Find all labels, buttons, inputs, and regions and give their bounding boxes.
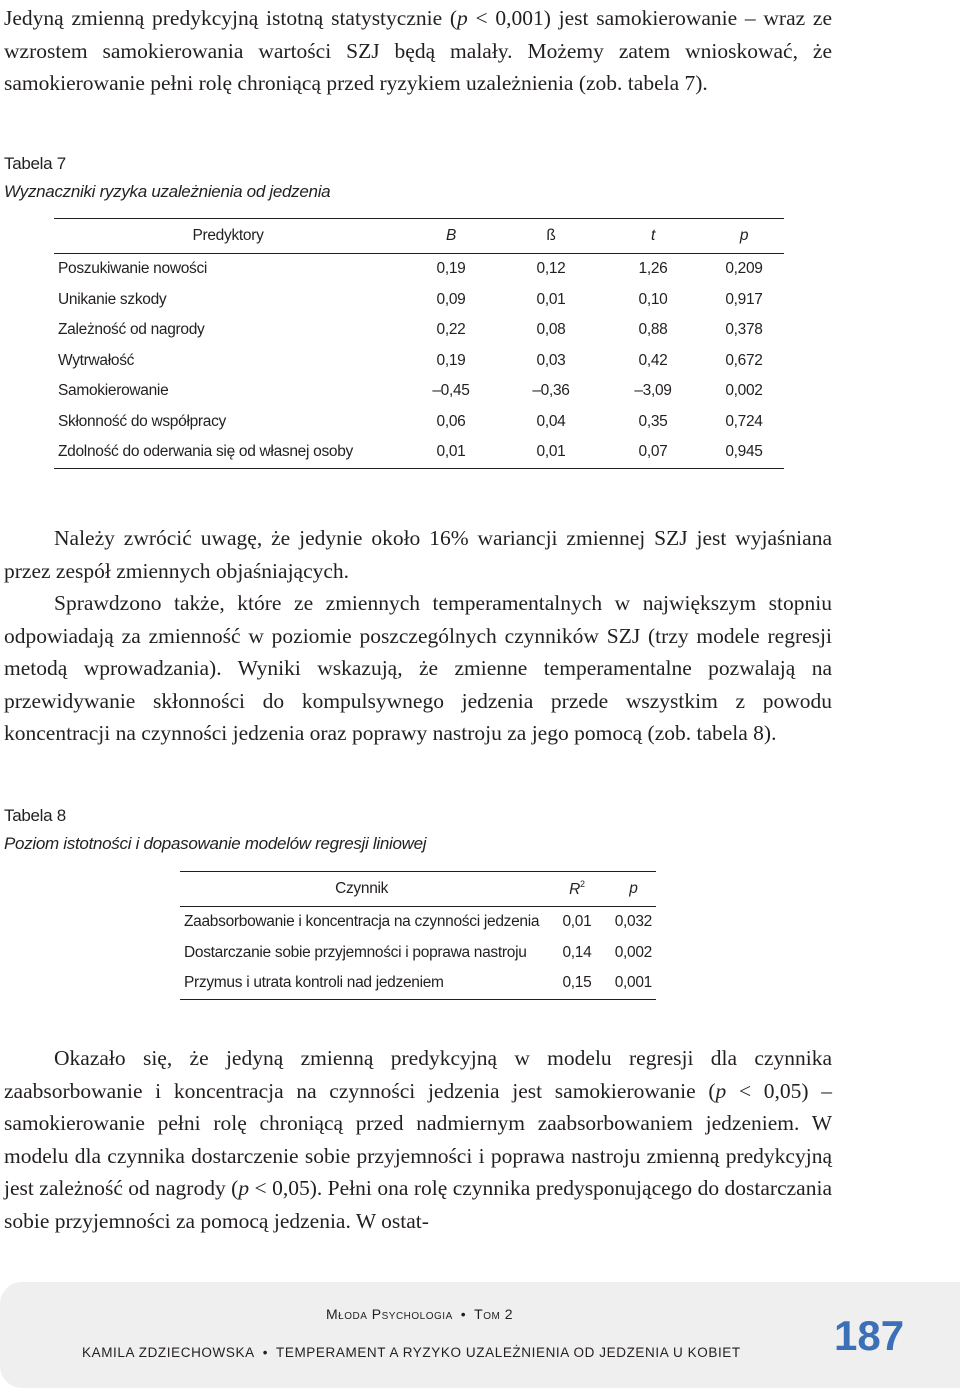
- footer-band: [0, 1282, 960, 1388]
- table8-label: Tabela 8: [4, 806, 66, 825]
- paragraph-3: Sprawdzono także, które ze zmiennych temperamentalnych w największym stopniu odpowiadają za zmienność w poziomie poszczególnych czynników SZJ (trzy modele regresji metodą wprowadzania). Wyniki wskazują, że zmienne temperamentalne pozwalają na przewidywanie skłonności do kompulsywnego jedzenia przede wszystkim z powodu koncentracji na czynności jedzenia oraz poprawy nastroju za jego pomocą (zob. tabela 8).: [4, 591, 832, 745]
- article-title: TEMPERAMENT A RYZYKO UZALEŻNIENIA OD JEDZENIA U KOBIET: [276, 1345, 741, 1360]
- journal-name: Młoda Psychologia: [326, 1306, 453, 1322]
- bullet-separator: •: [262, 1345, 269, 1360]
- table8-header-factor: Czynnik: [180, 872, 543, 907]
- table7-header-t: t: [602, 219, 704, 254]
- table8-header-row: [180, 872, 656, 907]
- paragraph-2: Należy zwrócić uwagę, że jedynie około 16% wariancji zmiennej SZJ jest wyjaśniana przez zespół zmiennych objaśniających.: [4, 526, 832, 583]
- table7-header-row: [54, 219, 784, 254]
- table7-header-beta: ß: [500, 219, 602, 254]
- table-7: [54, 218, 784, 469]
- paragraph-4: Okazało się, że jedyną zmienną predykcyjną w modelu regresji dla czynnika zaabsorbowanie i koncentracja na czynności jedzenia jest samokierowanie (p < 0,05) – samokierowanie pełni rolę chroniącą przed nadmiernym zaabsorbowaniem jedzeniem. W modelu dla czynnika dostarczenie sobie przyjemności i poprawa nastroju zmienną predykcyjną jest zależność od nagrody (p < 0,05). Pełni ona rolę czynnika predysponującego do dostarczania sobie przyjemności za pomocą jedzenia. W ostat-: [4, 1046, 832, 1233]
- table7-header-b: B: [402, 219, 500, 254]
- table-8: [180, 871, 656, 1000]
- table-row: Zaabsorbowanie i koncentracja na czynności jedzenia 0,01 0,032: [184, 913, 652, 931]
- table-row: Dostarczanie sobie przyjemności i poprawa nastroju 0,14 0,002: [184, 943, 652, 961]
- table-row: Przymus i utrata kontroli nad jedzeniem 0,15 0,001: [180, 968, 656, 999]
- table8-title: Poziom istotności i dopasowanie modelów regresji liniowej: [4, 834, 427, 853]
- paragraph-1: Jedyną zmienną predykcyjną istotną statystycznie (p < 0,001) jest samokierowanie – wraz ze wzrostem samokierowania wartości SZJ będą malały. Możemy zatem wnioskować, że samokierowanie pełni rolę chroniącą przed ryzykiem uzależnienia (zob. tabela 7).: [4, 6, 832, 95]
- table-row: Zależność od nagrody 0,22 0,08 0,88 0,378: [58, 321, 763, 339]
- table-row: Zdolność do oderwania się od własnej osoby 0,01 0,01 0,07 0,945: [54, 437, 784, 468]
- footer-journal: [326, 1306, 513, 1322]
- journal-volume: Tom 2: [474, 1306, 513, 1322]
- table7-label: Tabela 7: [4, 154, 66, 173]
- table7-header-p: p: [704, 219, 784, 254]
- table-row: Poszukiwanie nowości 0,19 0,12 1,26 0,209: [58, 260, 763, 278]
- table7-header-predictors: Predyktory: [54, 219, 402, 254]
- table-row: Unikanie szkody 0,09 0,01 0,10 0,917: [58, 290, 763, 308]
- author-name: KAMILA ZDZIECHOWSKA: [82, 1345, 255, 1360]
- table-row: Skłonność do współpracy 0,06 0,04 0,35 0,724: [58, 412, 763, 430]
- bullet-separator: •: [460, 1306, 467, 1322]
- table7-title: Wyznaczniki ryzyka uzależnienia od jedzenia: [4, 182, 331, 201]
- page-number: 187: [834, 1312, 905, 1359]
- table8-header-p: p: [611, 872, 656, 907]
- footer-running-head: [82, 1345, 741, 1360]
- table-row: Samokierowanie –0,45 –0,36 –3,09 0,002: [58, 382, 763, 400]
- table8-header-r2: $R^2$: [543, 872, 611, 907]
- table-row: Wytrwałość 0,19 0,03 0,42 0,672: [58, 351, 763, 369]
